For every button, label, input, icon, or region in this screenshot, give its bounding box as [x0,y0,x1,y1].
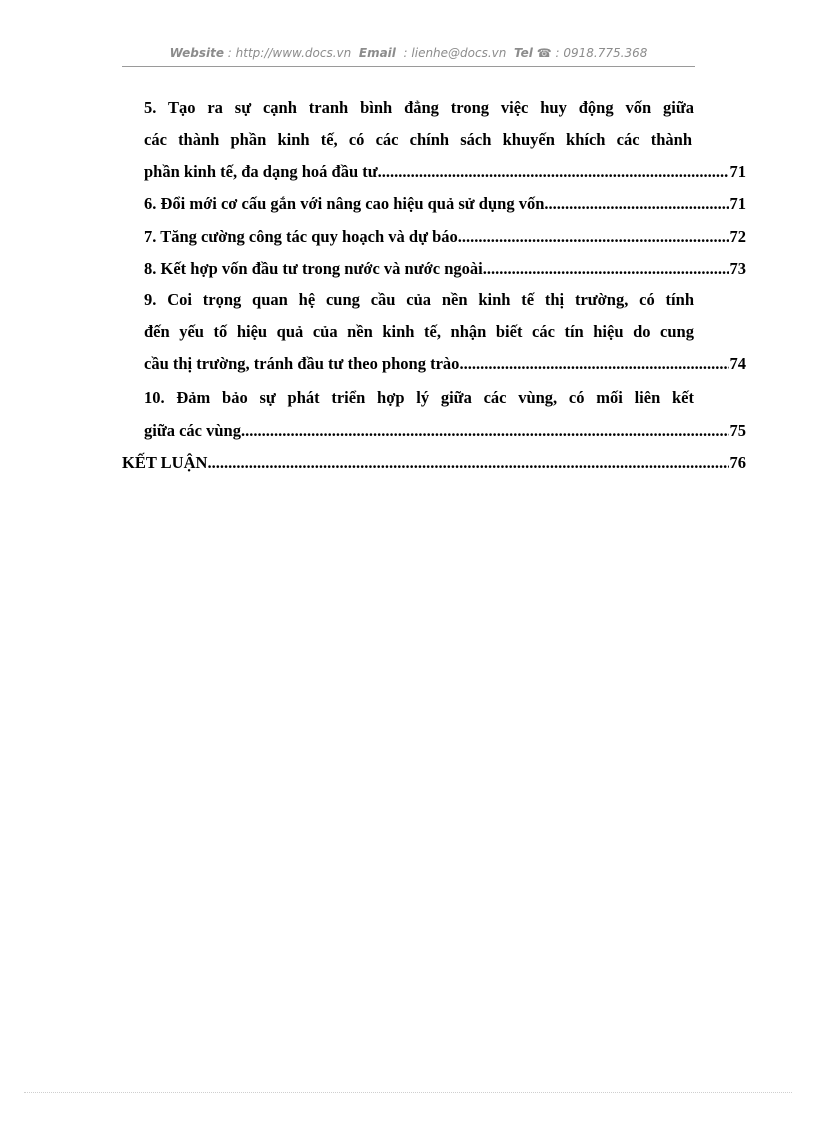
leader-dots [241,419,729,443]
tel-label: Tel [514,46,533,60]
footer-divider [24,1092,792,1093]
leader-dots [459,352,728,376]
toc-entry-7[interactable] [144,225,746,249]
toc-entry-10-text: giữa các vùng [144,421,241,440]
toc-entry-7-page: 72 [729,227,746,246]
leader-dots [462,225,729,249]
leader-dots [549,192,729,216]
toc-entry-6-text: 6. Đổi mới cơ cấu gắn với nâng cao hiệu quả sử dụng vốn. [144,194,549,213]
toc-entry-10-page: 75 [729,421,746,440]
toc-entry-9-line-1: 9. Coi trọng quan hệ cung cầu của nền kinh tế thị trường, có tính [144,290,694,309]
toc-entry-6[interactable] [144,192,746,216]
toc-entry-8-page: 73 [729,259,746,278]
toc-entry-5-line-2: các thành phần kinh tế, có các chính sách khuyến khích các thành [144,130,692,149]
toc-entry-8-text: 8. Kết hợp vốn đầu tư trong nước và nước ngoài. [144,259,487,278]
leader-dots [382,160,729,184]
toc-entry-9-text: cầu thị trường, tránh đầu tư theo phong trào [144,354,460,373]
toc-entry-9-page: 74 [729,354,746,373]
toc-entry-5-text: phần kinh tế, đa dạng hoá đầu tư. [144,162,382,181]
toc-entry-5-page: 71 [729,162,746,181]
toc-entry-10-line-2[interactable] [144,419,746,443]
toc-entry-8[interactable] [144,257,746,281]
toc-entry-6-page: 71 [729,194,746,213]
toc-entry-9-line-2: đến yếu tố hiệu quả của nền kinh tế, nhận biết các tín hiệu do cung [144,322,694,341]
toc-conclusion-page: 76 [729,453,746,472]
toc-entry-9-line-3[interactable] [144,352,746,376]
email-value: : lienhe@docs.vn [403,46,507,60]
email-label: Email [358,46,396,60]
page-header [122,46,695,66]
website-label: Website [169,46,224,60]
phone-icon: ☎ [536,46,552,60]
toc-entry-10-line-1: 10. Đảm bảo sự phát triển hợp lý giữa các vùng, có mối liên kết [144,388,694,407]
website-value: : http://www.docs.vn [227,46,352,60]
leader-dots [207,451,728,475]
leader-dots [487,257,729,281]
toc-conclusion-text: KẾT LUẬN [122,453,208,472]
toc-entry-7-text: 7. Tăng cường công tác quy hoạch và dự báo. [144,227,462,246]
toc-conclusion[interactable] [122,451,746,475]
tel-value: : 0918.775.368 [555,46,648,60]
header-rule [122,66,695,67]
toc-entry-5-line-1: 5. Tạo ra sự cạnh tranh bình đẳng trong việc huy động vốn giữa [144,98,694,117]
toc-entry-5-line-3[interactable] [144,160,746,184]
